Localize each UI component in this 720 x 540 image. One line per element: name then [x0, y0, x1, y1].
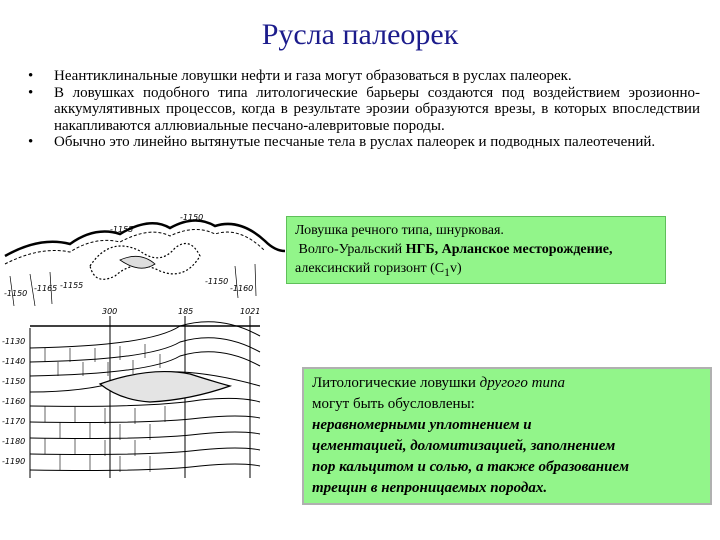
svg-text:-1150: -1150 [2, 377, 26, 386]
bullet-list [28, 68, 700, 151]
svg-text:-1180: -1180 [2, 437, 26, 446]
svg-text:1021: 1021 [240, 307, 261, 316]
svg-text:-1150: -1150 [205, 277, 229, 286]
caption-subscript: 1 [444, 265, 450, 279]
note-line: могут быть обусловлены: [312, 396, 475, 412]
svg-text:-1130: -1130 [2, 337, 26, 346]
bullet-text: Неантиклинальные ловушки нефти и газа могут образоваться в руслах палеорек. [54, 68, 572, 84]
caption-region: Волго-Уральский [298, 242, 406, 257]
trap-map [4, 213, 285, 306]
svg-text:-1155: -1155 [110, 225, 134, 234]
caption-line [295, 259, 657, 282]
svg-text:-1160: -1160 [2, 397, 26, 406]
caption-field: НГБ, Арланское месторождение, [405, 242, 613, 257]
bullet-text: Обычно это линейно вытянутые песчаные тела в руслах палеорек и подводных палеотечений. [54, 134, 656, 150]
svg-text:-1150: -1150 [4, 289, 28, 298]
note-line: трещин в непроницаемых породах. [312, 480, 548, 496]
bullet-item [28, 68, 700, 85]
svg-text:185: 185 [178, 307, 194, 316]
note-line: цементацией, доломитизацией, заполнением [312, 438, 616, 454]
caption-line [295, 240, 657, 259]
caption-box [286, 216, 666, 284]
svg-text:-1165: -1165 [34, 284, 58, 293]
caption-line: Ловушка речного типа, шнурковая. [295, 223, 504, 238]
note-line: пор кальцитом и солью, а также образованием [312, 459, 629, 475]
bullet-icon: • [28, 68, 34, 84]
svg-text:-1160: -1160 [230, 284, 254, 293]
bullet-text: В ловушках подобного типа литологические барьеры создаются под воздействием эрозионно-аккумулятивных процессов, когда в результате эрозии образуются врезы, в которых впоследствии накапливаются аллювиальные песчано-алевритовые породы. [54, 84, 700, 134]
bullet-icon: • [28, 84, 34, 101]
cross-section [2, 307, 260, 478]
caption-horizon-end: v) [449, 261, 462, 276]
note-line-italic: другого типа [479, 375, 565, 391]
svg-text:-1170: -1170 [2, 417, 26, 426]
geologic-figure [0, 196, 290, 486]
svg-text:-1140: -1140 [2, 357, 26, 366]
caption-horizon: алексинский горизонт (С [295, 261, 445, 276]
note-line [312, 373, 702, 394]
svg-text:-1150: -1150 [180, 213, 204, 222]
page-title: Русла палеорек [261, 18, 459, 51]
bullet-item [28, 134, 700, 151]
svg-text:-1190: -1190 [2, 457, 26, 466]
note-box [302, 367, 712, 505]
svg-text:300: 300 [102, 307, 118, 316]
bullet-item [28, 85, 700, 135]
svg-text:-1155: -1155 [60, 281, 84, 290]
note-line: неравномерными уплотнением и [312, 417, 532, 433]
note-line-plain: Литологические ловушки [312, 375, 480, 391]
bullet-icon: • [28, 134, 34, 150]
